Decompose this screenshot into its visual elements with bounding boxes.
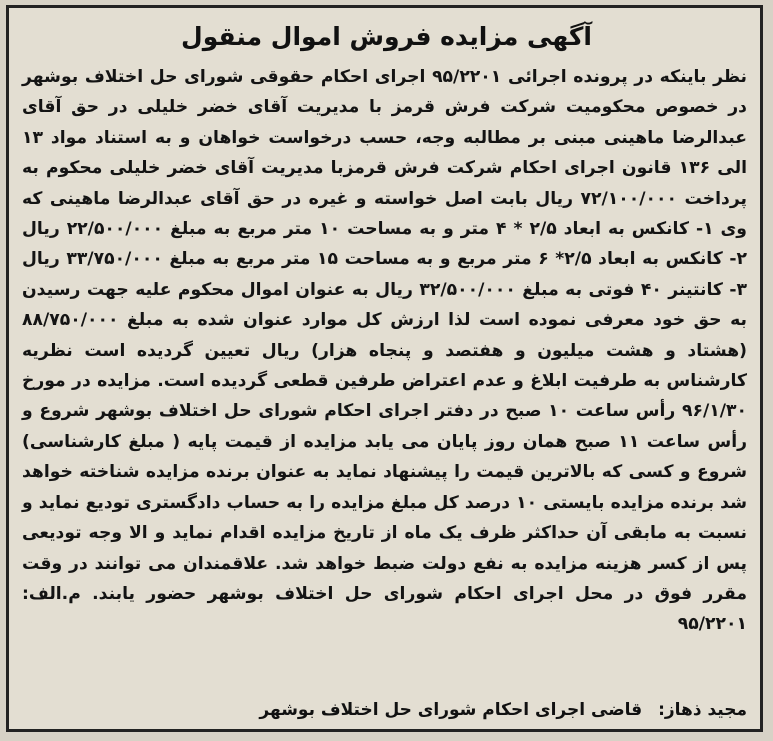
signature-name: مجید ذهاز: bbox=[658, 700, 747, 720]
signature-title: قاضی اجرای احکام شورای حل اختلاف بوشهر bbox=[259, 700, 643, 720]
notice-signature bbox=[22, 696, 747, 724]
notice-title: آگهی مزایده فروش اموال منقول bbox=[181, 22, 592, 51]
notice-body: نظر باینکه در پرونده اجرائی ۹۵/۲۲۰۱ اجرای احکام حقوقی شورای حل اختلاف بوشهر در خصوص محکومیت شرکت فرش قرمز با مدیریت آقای خضر خلیلی در حق آقای عبدالرضا ماهینی مبنی بر مطالبه وجه، حسب درخواست خواهان و به استناد مواد ۱۳ الی ۱۳۶ قانون اجرای احکام شرکت فرش قرمزبا مدیریت آقای خضر خلیلی محکوم به پرداخت ۷۲/۱۰۰/۰۰۰ ریال بابت اصل خواسته و غیره در حق آقای عبدالرضا ماهینی که وی ۱- کانکس به ابعاد ۲/۵ * ۴ متر و به مساحت ۱۰ متر مربع به مبلغ ۲۲/۵۰۰/۰۰۰ ریال ۲- کانکس به ابعاد ۲/۵* ۶ متر مربع و به مساحت ۱۵ متر مربع به مبلغ ۳۳/۷۵۰/۰۰۰ ریال ۳- کانتینر ۴۰ فوتی به مبلغ ۳۲/۵۰۰/۰۰۰ ریال به عنوان اموال محکوم علیه جهت رسیدن به حق خود معرفی نموده است لذا ارزش کل موارد عنوان شده به مبلغ ۸۸/۷۵۰/۰۰۰ (هشتاد و هشت میلیون و هفتصد و پنجاه هزار) ریال تعیین گردیده است نظریه کارشناس به طرفیت ابلاغ و عدم اعتراض طرفین قطعی گردیده است. مزایده در مورخ ۹۶/۱/۳۰ رأس ساعت ۱۰ صبح در دفتر اجرای احکام شورای حل اختلاف بوشهر شروع و رأس ساعت ۱۱ صبح همان روز پایان می یابد مزایده از قیمت پایه ( مبلغ کارشناسی) شروع و کسی که بالاترین قیمت را پیشنهاد نماید به عنوان برنده مزایده شناخته خواهد شد برنده مزایده بایستی ۱۰ درصد کل مبلغ مزایده را به حساب دادگستری تودیع نماید و نسبت به مابقی آن حداکثر ظرف یک ماه از تاریخ مزایده اقدام نماید و الا وجه تودیعی پس از کسر هزینه مزایده به نفع دولت ضبط خواهد شد. علاقمندان می توانند در وقت مقرر فوق در محل اجرای احکام شورای حل اختلاف بوشهر حضور یابند. م.الف: ۹۵/۲۲۰۱ bbox=[22, 67, 748, 635]
